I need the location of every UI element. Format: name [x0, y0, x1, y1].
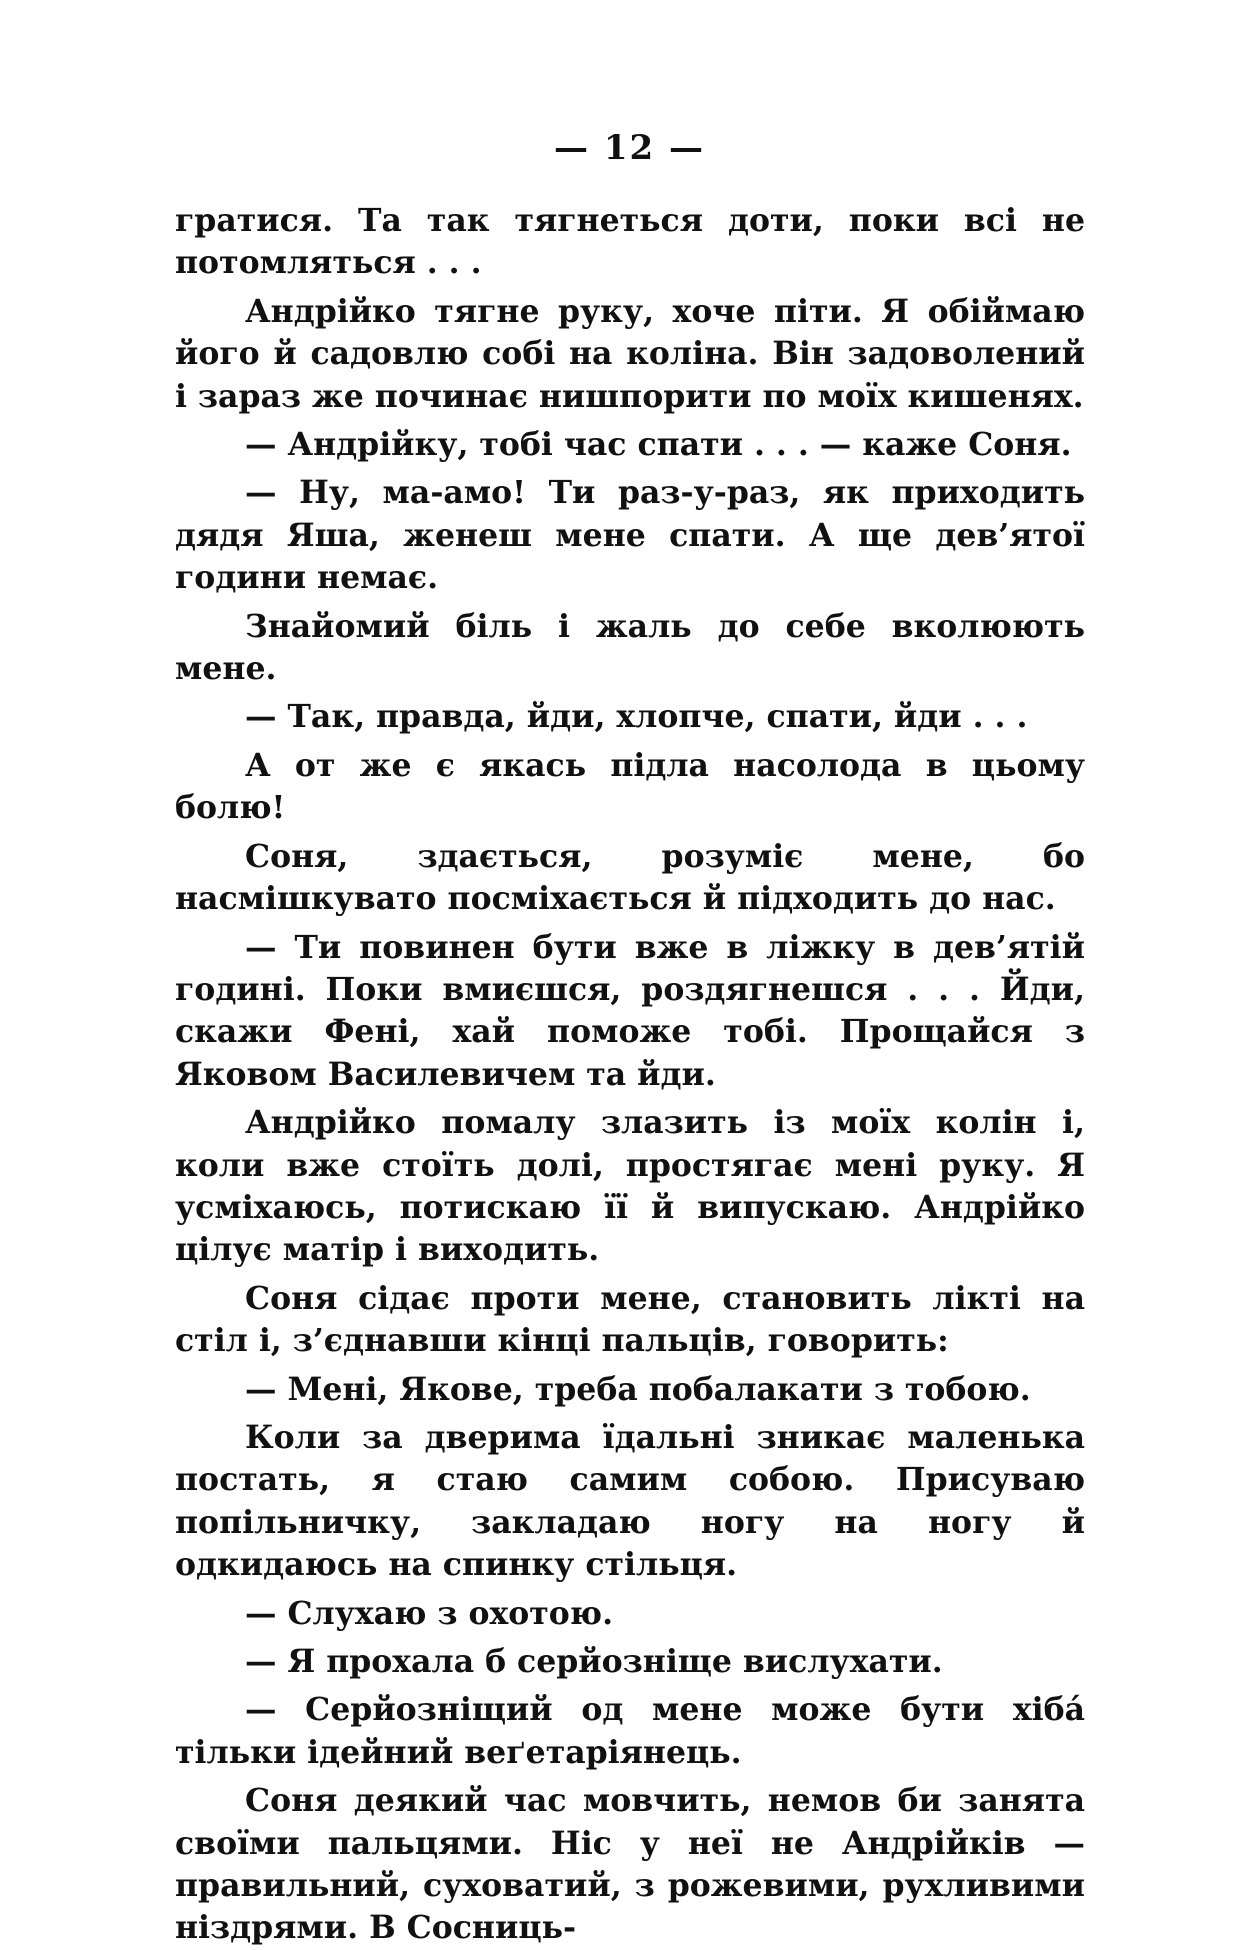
- paragraph: — Андрійку, тобі час спати . . . — каже Соня.: [245, 426, 1072, 464]
- page-number: — 12 —: [554, 128, 705, 168]
- paragraph: гратися. Та так тягнеться доти, поки всі не потомляться . . .: [175, 202, 1085, 282]
- paragraph: А от же є якась підла насолода в цьому болю!: [175, 746, 1085, 827]
- paragraph: Соня сідає проти мене, становить лікті на стіл і, з’єднавши кінці пальців, говорить:: [175, 1279, 1085, 1360]
- paragraph: — Слухаю з охотою.: [245, 1594, 614, 1632]
- paragraph: Знайомий біль і жаль до себе вколюють мене.: [175, 607, 1085, 688]
- paragraph: — Я прохала б серйозніще вислухати.: [245, 1643, 943, 1680]
- paragraph: Соня, здається, розуміє мене, бо насмішкувато посміхається й підходить до нас.: [175, 837, 1085, 918]
- paragraph: — Так, правда, йди, хлопче, спати, йди . . .: [245, 698, 1028, 736]
- paragraph: — Мені, Якове, треба побалакати з тобою.: [245, 1370, 1031, 1408]
- paragraph: Коли за дверима їдальні зникає маленька постать, я стаю самим собою. Присуваю попільничку, закладаю ногу на ногу й одкидаюсь на спинку стільця.: [175, 1418, 1085, 1584]
- page-body-text: [175, 200, 1085, 1950]
- paragraph: — Ну, ма-амо! Ти раз-у-раз, як приходить дядя Яша, женеш мене спати. А ще дев’ятої години немає.: [175, 474, 1085, 597]
- paragraph: — Серйозніщий од мене може бути хіба́ тільки ідейний веґетаріянець.: [175, 1691, 1085, 1771]
- paragraph: — Ти повинен бути вже в ліжку в дев’ятій годині. Поки вмиєшся, роздягнешся . . . Йди, скажи Фені, хай поможе тобі. Прощайся з Яковом Василевичем та йди.: [175, 928, 1085, 1093]
- paragraph: Соня деякий час мовчить, немов би занята своїми пальцями. Ніс у неї не Андрійків — правильний, суховатий, з рожевими, рухливими ніздрями. В Сосниць-: [175, 1782, 1085, 1947]
- paragraph: Андрійко тягне руку, хоче піти. Я обіймаю його й садовлю собі на коліна. Він задоволений і зараз же починає нишпорити по моїх кишенях.: [175, 292, 1085, 415]
- paragraph: Андрійко помалу злазить із моїх колін і, коли вже стоїть долі, простягає мені руку. Я усміхаюсь, потискаю її й випускаю. Андрійко цілує матір і виходить.: [175, 1104, 1085, 1269]
